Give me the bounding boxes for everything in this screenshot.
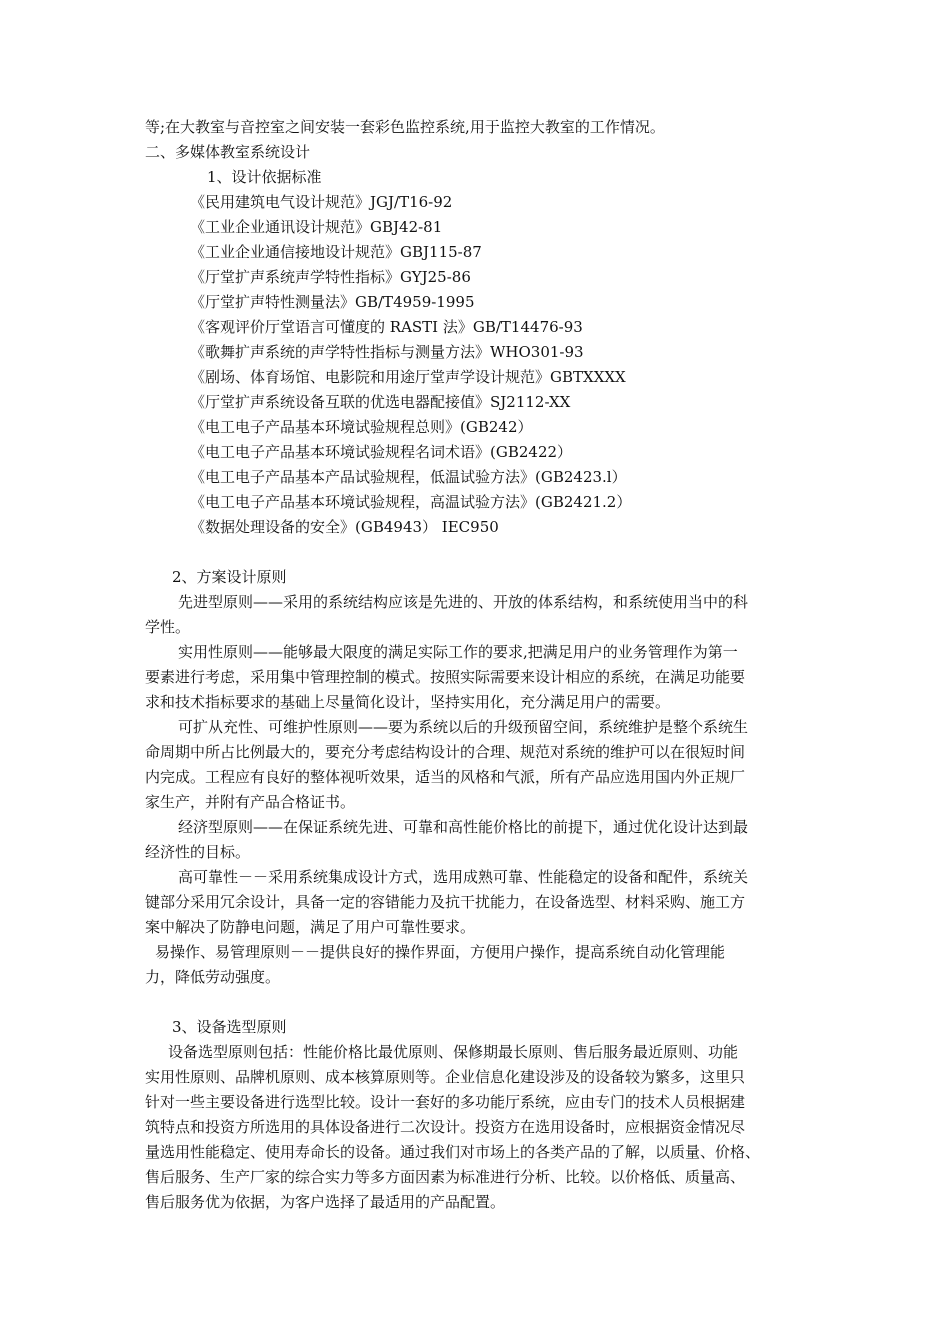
paragraph-line: 案中解决了防静电问题，满足了用户可靠性要求。 — [145, 918, 476, 936]
paragraph-line: 可扩从充性、可维护性原则——要为系统以后的升级预留空间，系统维护是整个系统生 — [178, 718, 749, 736]
standard-item: 《厅堂扩声系统声学特性指标》GYJ25-86 — [190, 268, 471, 286]
paragraph-line: 经济型原则——在保证系统先进、可靠和高性能价格比的前提下，通过优化设计达到最 — [178, 818, 749, 836]
standard-item: 《客观评价厅堂语言可懂度的 RASTI 法》GB/T14476-93 — [190, 318, 583, 336]
paragraph-line: 力，降低劳动强度。 — [145, 968, 281, 986]
paragraph-line: 易操作、易管理原则－－提供良好的操作界面，方便用户操作，提高系统自动化管理能 — [155, 943, 726, 961]
paragraph-line: 售后服务、生产厂家的综合实力等多方面因素为标准进行分析、比较。以价格低、质量高、 — [145, 1168, 746, 1186]
paragraph-line: 筑特点和投资方所选用的具体设备进行二次设计。投资方在选用设备时，应根据资金情况尽 — [145, 1118, 746, 1136]
standard-item: 《厅堂扩声系统设备互联的优选电器配接值》SJ2112-XX — [190, 393, 571, 411]
paragraph-line: 学性。 — [145, 618, 191, 636]
subsection-title-1: 1、设计依据标准 — [207, 168, 322, 186]
paragraph-line: 高可靠性－－采用系统集成设计方式，选用成熟可靠、性能稳定的设备和配件，系统关 — [178, 868, 749, 886]
paragraph-line: 内完成。工程应有良好的整体视听效果，适当的风格和气派，所有产品应选用国内外正规厂 — [145, 768, 746, 786]
paragraph-line: 针对一些主要设备进行选型比较。设计一套好的多功能厅系统，应由专门的技术人员根据建 — [145, 1093, 746, 1111]
standard-item: 《电工电子产品基本产品试验规程，低温试验方法》(GB2423.l） — [190, 468, 627, 486]
standard-item: 《工业企业通信接地设计规范》GBJ115-87 — [190, 243, 482, 261]
paragraph-line: 实用性原则——能够最大限度的满足实际工作的要求,把满足用户的业务管理作为第一 — [178, 643, 738, 661]
standard-item: 《民用建筑电气设计规范》JGJ/T16-92 — [190, 193, 453, 211]
paragraph-line: 要素进行考虑，采用集中管理控制的模式。按照实际需要来设计相应的系统，在满足功能要 — [145, 668, 746, 686]
section-title: 二、多媒体教室系统设计 — [145, 143, 311, 161]
standard-item: 《工业企业通讯设计规范》GBJ42-81 — [190, 218, 443, 236]
subsection-title-3: 3、设备选型原则 — [172, 1018, 287, 1036]
standard-item: 《电工电子产品基本环境试验规程名词术语》(GB2422） — [190, 443, 573, 461]
paragraph-line: 实用性原则、品牌机原则、成本核算原则等。企业信息化建设涉及的设备较为繁多，这里只 — [145, 1068, 746, 1086]
paragraph-line: 命周期中所占比例最大的，要充分考虑结构设计的合理、规范对系统的维护可以在很短时间 — [145, 743, 746, 761]
paragraph-line: 键部分采用冗余设计，具备一定的容错能力及抗干扰能力，在设备选型、材料采购、施工方 — [145, 893, 746, 911]
standard-item: 《电工电子产品基本环境试验规程总则》(GB242） — [190, 418, 533, 436]
paragraph-line: 家生产，并附有产品合格证书。 — [145, 793, 356, 811]
paragraph-line: 经济性的目标。 — [145, 843, 251, 861]
paragraph-line: 售后服务优为依据，为客户选择了最适用的产品配置。 — [145, 1193, 506, 1211]
standard-item: 《剧场、体育场馆、电影院和用途厅堂声学设计规范》GBTXXXX — [190, 368, 626, 386]
standard-item: 《数据处理设备的安全》(GB4943） IEC950 — [190, 518, 499, 536]
subsection-title-2: 2、方案设计原则 — [172, 568, 287, 586]
standard-item: 《歌舞扩声系统的声学特性指标与测量方法》WHO301-93 — [190, 343, 584, 361]
standard-item: 《厅堂扩声特性测量法》GB/T4959-1995 — [190, 293, 475, 311]
paragraph-line: 先进型原则——采用的系统结构应该是先进的、开放的体系结构，和系统使用当中的科 — [178, 593, 749, 611]
paragraph-line: 求和技术指标要求的基础上尽量简化设计，坚持实用化，充分满足用户的需要。 — [145, 693, 671, 711]
standard-item: 《电工电子产品基本环境试验规程，高温试验方法》(GB2421.2） — [190, 493, 632, 511]
paragraph-line: 量选用性能稳定、使用寿命长的设备。通过我们对市场上的各类产品的了解，以质量、价格、 — [145, 1143, 761, 1161]
paragraph-line: 设备选型原则包括：性能价格比最优原则、保修期最长原则、售后服务最近原则、功能 — [168, 1043, 739, 1061]
intro-line: 等;在大教室与音控室之间安装一套彩色监控系统,用于监控大教室的工作情况。 — [145, 118, 665, 136]
